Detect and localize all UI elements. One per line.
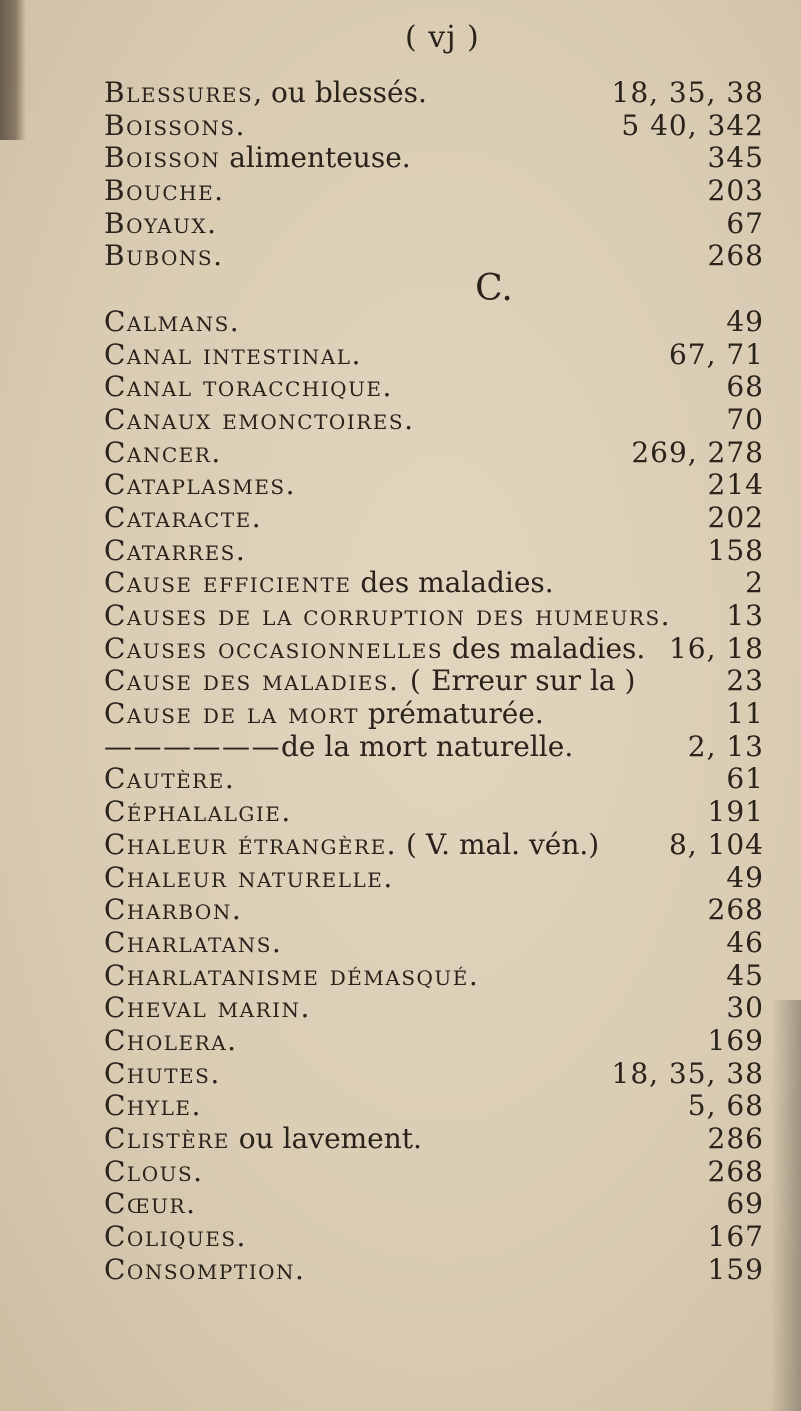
index-entry: [104, 731, 764, 764]
entry-term: [104, 142, 411, 175]
entry-qualifier: prématurée.: [359, 697, 544, 731]
entry-qualifier: des maladies.: [351, 566, 554, 600]
entry-pages: 269, 278: [631, 435, 764, 469]
entry-pages: 268: [707, 239, 764, 273]
entry-term: [104, 894, 242, 927]
entry-headword: Cause efficiente: [104, 566, 352, 600]
index-entry: [104, 1188, 764, 1221]
entry-pages: 69: [726, 1187, 764, 1221]
index-entry: [104, 306, 764, 339]
entry-pages: 214: [707, 468, 764, 502]
entry-pages: 268: [707, 893, 764, 927]
entry-headword: Cœur.: [104, 1187, 197, 1221]
entry-pages: 167: [707, 1220, 764, 1254]
entry-pages: 68: [726, 370, 764, 404]
index-entry: [104, 175, 764, 208]
index-entry: [104, 1058, 764, 1091]
entry-term: [104, 208, 218, 241]
entry-pages: 8, 104: [668, 827, 764, 861]
entry-qualifier: , ou blessés.: [253, 76, 427, 109]
index-entry: [104, 1123, 764, 1156]
entry-term: [475, 268, 513, 310]
index-entry: [104, 829, 764, 862]
index-entry: [104, 698, 764, 731]
entry-headword: Charlatans.: [104, 925, 283, 959]
entry-pages: 268: [707, 1154, 764, 1188]
entry-term: [104, 502, 262, 535]
entry-headword: Céphalalgie.: [104, 795, 292, 829]
entry-headword: Clistère: [104, 1122, 230, 1155]
entry-headword: Cholera.: [104, 1023, 238, 1057]
entry-headword: Catarres.: [104, 533, 247, 567]
entry-term: [104, 862, 394, 895]
index-entry: [104, 437, 764, 470]
entry-pages: 11: [726, 697, 764, 731]
entry-term: [104, 927, 282, 960]
entry-headword: Cause de la mort: [104, 697, 360, 731]
entry-headword: Chaleur naturelle.: [104, 860, 394, 894]
entry-pages: 159: [707, 1252, 764, 1286]
index-entry: [104, 1221, 764, 1254]
entry-headword: Boyaux.: [104, 206, 218, 240]
entry-pages: 61: [726, 762, 764, 796]
entry-term: [104, 371, 393, 404]
index-entry: [104, 77, 764, 110]
entry-headword: Canal intestinal.: [104, 337, 362, 371]
entry-pages: 286: [707, 1122, 764, 1155]
entry-headword: Canaux emonctoires.: [104, 402, 415, 436]
entry-term: [104, 77, 427, 110]
entry-headword: Blessures: [104, 76, 254, 109]
entry-pages: 158: [707, 533, 764, 567]
entry-headword: Charlatanisme démasqué.: [104, 958, 480, 992]
entry-headword: Cataplasmes.: [104, 468, 297, 502]
entry-headword: Cheval marin.: [104, 991, 311, 1025]
entry-term: [104, 175, 225, 208]
index-entry: [104, 1090, 764, 1123]
entry-term: [104, 567, 554, 600]
index-entry: [104, 992, 764, 1025]
entry-qualifier: des maladies.: [443, 631, 646, 665]
entry-qualifier: ( V. mal. vén.): [397, 827, 600, 861]
section-letter: [104, 268, 764, 310]
entry-term: [104, 1254, 305, 1287]
index-entry: [104, 665, 764, 698]
index-entry: [104, 960, 764, 993]
entry-headword: Coliques.: [104, 1220, 247, 1254]
index-entry: [104, 1254, 764, 1287]
entry-pages: 46: [726, 925, 764, 959]
index-entries: [104, 77, 764, 1286]
entry-term: [104, 306, 240, 339]
page-shadow: [771, 1000, 801, 1411]
entry-headword: Cautère.: [104, 762, 236, 796]
entry-term: [104, 633, 645, 666]
index-entry: [104, 1156, 764, 1189]
entry-term: [104, 600, 671, 633]
entry-pages: 49: [726, 304, 764, 338]
entry-pages: 23: [726, 664, 764, 698]
entry-term: [104, 796, 292, 829]
page-number: ( vj ): [405, 20, 480, 55]
binding-edge: [0, 0, 26, 140]
index-entry: [104, 142, 764, 175]
entry-headword: Chyle.: [104, 1089, 202, 1123]
entry-headword: Boisson: [104, 141, 221, 175]
entry-pages: 67, 71: [668, 337, 764, 371]
entry-qualifier: alimenteuse.: [220, 141, 411, 175]
entry-pages: 16, 18: [668, 631, 764, 665]
entry-headword: Chutes.: [104, 1056, 221, 1090]
entry-pages: 70: [726, 402, 764, 436]
entry-headword: Causes de la corruption des humeurs.: [104, 599, 672, 632]
entry-term: [104, 960, 479, 993]
entry-pages: 13: [726, 599, 764, 632]
index-entry: [104, 927, 764, 960]
entry-term: [104, 1025, 238, 1058]
entry-term: [104, 1156, 204, 1189]
entry-headword: Causes occasionnelles: [104, 631, 444, 665]
entry-pages: 18, 35, 38: [611, 1056, 764, 1090]
index-entry: [104, 1025, 764, 1058]
entry-headword: C.: [475, 268, 513, 310]
entry-headword: Chaleur étrangère.: [104, 827, 398, 861]
index-entry: [104, 796, 764, 829]
entry-term: [104, 829, 599, 862]
entry-pages: 18, 35, 38: [611, 76, 764, 109]
entry-headword: Calmans.: [104, 304, 241, 338]
index-entry: [104, 633, 764, 666]
entry-term: [104, 1188, 196, 1221]
index-entry: [104, 208, 764, 241]
entry-qualifier: de la mort naturelle.: [281, 729, 574, 763]
entry-headword: ——————: [104, 729, 281, 763]
entry-term: [104, 339, 362, 372]
entry-term: [104, 404, 414, 437]
entry-term: [104, 1123, 422, 1156]
entry-headword: Boissons.: [104, 108, 246, 142]
entry-pages: 30: [726, 991, 764, 1025]
entry-term: [104, 240, 224, 273]
entry-headword: Consomption.: [104, 1252, 306, 1286]
entry-pages: 2, 13: [687, 729, 764, 763]
index-entry: [104, 339, 764, 372]
index-entry: [104, 371, 764, 404]
index-entry: [104, 763, 764, 796]
entry-pages: 67: [726, 206, 764, 240]
entry-pages: 345: [707, 141, 764, 175]
entry-pages: 2: [745, 566, 764, 600]
entry-pages: 45: [726, 958, 764, 992]
entry-headword: Cataracte.: [104, 500, 263, 534]
index-entry: [104, 862, 764, 895]
index-entry: [104, 469, 764, 502]
entry-qualifier: ou lavement.: [229, 1122, 422, 1155]
entry-term: [104, 437, 222, 470]
entry-pages: 202: [707, 500, 764, 534]
index-entry: [104, 894, 764, 927]
entry-term: [104, 1058, 221, 1091]
entry-term: [104, 763, 235, 796]
entry-headword: Cause des maladies. (: [104, 664, 423, 698]
entry-term: [104, 992, 311, 1025]
index-entry: [104, 600, 764, 633]
index-entry: [104, 404, 764, 437]
entry-term: [104, 1090, 202, 1123]
entry-term: [104, 535, 246, 568]
entry-headword: Bouche.: [104, 174, 225, 208]
index-entry: [104, 567, 764, 600]
entry-pages: 203: [707, 174, 764, 208]
entry-pages: 191: [707, 795, 764, 829]
index-entry: [104, 240, 764, 273]
entry-pages: 169: [707, 1023, 764, 1057]
entry-term: [104, 731, 573, 764]
entry-pages: 5, 68: [687, 1089, 764, 1123]
entry-headword: Bubons.: [104, 239, 224, 273]
entry-term: [104, 110, 246, 143]
entry-headword: Cancer.: [104, 435, 222, 469]
entry-pages: 5 40, 342: [621, 108, 764, 142]
entry-headword: Charbon.: [104, 893, 243, 927]
entry-qualifier: Erreur sur la ): [422, 664, 636, 698]
entry-term: [104, 469, 296, 502]
entry-pages: 49: [726, 860, 764, 894]
index-entry: [104, 502, 764, 535]
entry-headword: Canal toracchique.: [104, 370, 393, 404]
entry-term: [104, 665, 635, 698]
entry-headword: Clous.: [104, 1154, 204, 1188]
index-entry: [104, 110, 764, 143]
entry-term: [104, 1221, 247, 1254]
entry-term: [104, 698, 544, 731]
index-entry: [104, 535, 764, 568]
